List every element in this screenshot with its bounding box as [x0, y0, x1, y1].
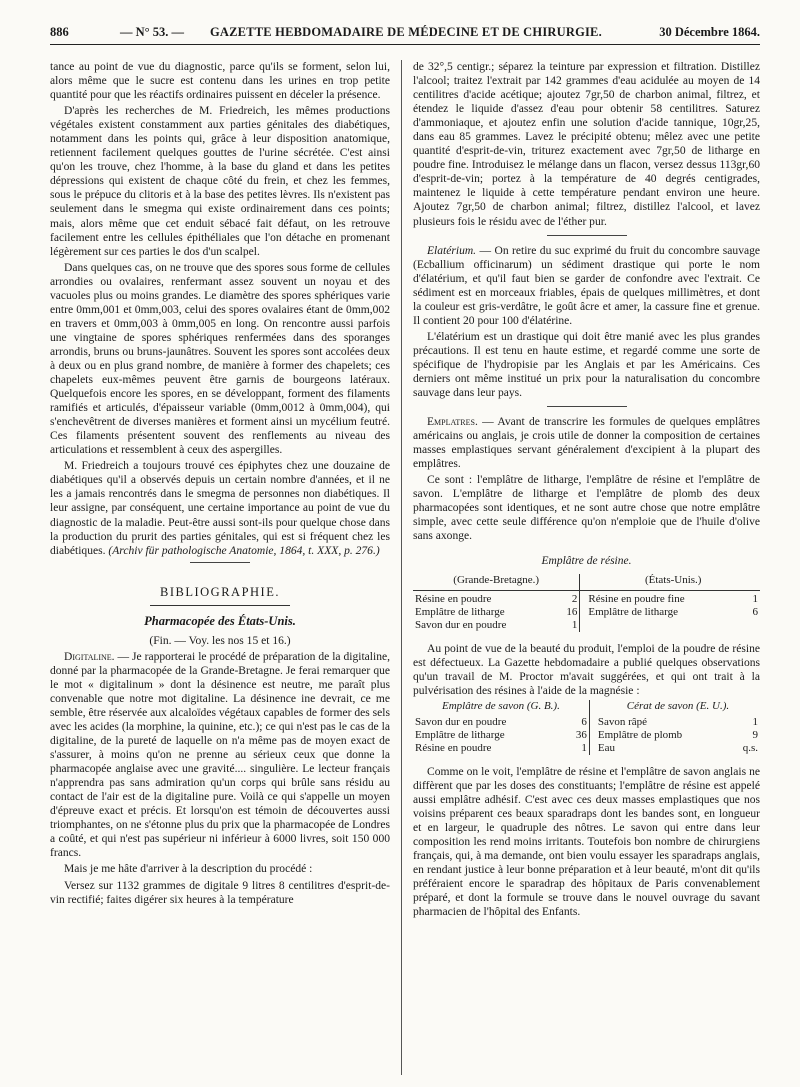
entry-text: — Avant de transcrire les formules de quelques emplâtres américains ou anglais, je crois utile de donner la composition de certaines masses emplastiques servant généralement d'excipient à la plupart des emplâtres. [413, 416, 760, 471]
table-head-left: Emplâtre de savon (G. B.). [442, 699, 560, 712]
entry-heading: Emplatres. [427, 416, 478, 429]
table-title: Emplâtre de résine. [541, 554, 632, 567]
journal-title: GAZETTE HEBDOMADAIRE DE MÉDECINE ET DE CHIRURGIE. [210, 25, 602, 39]
paragraph [50, 459, 390, 557]
citation: (Archiv für pathologische Anatomie, 1864, t. XXX, p. 276.) [108, 544, 380, 557]
left-column [50, 60, 390, 909]
ingredient-qty: q.s. [742, 741, 758, 754]
formula-table-savon [413, 700, 760, 755]
ingredient-qty: 2 [553, 590, 580, 606]
formula-table-resine [413, 574, 760, 632]
page-header [50, 22, 760, 45]
table-head-right: (États-Unis.) [644, 573, 702, 586]
paragraph-text: M. Friedreich a toujours trouvé ces épiphytes chez une douzaine de diabétiques qu'il a observés depuis un certain nombre d'années, et il ne les a jamais rencontrés dans le smegma de personnes non diabétiques. Il leur assigne, par conséquent, une certaine importance au point de vue du diagnostic de la maladie. Peut-être aussi sont-ils pour quelque chose dans la production du prurit des parties génitales, qui est si fréquent chez les diabétiques. [50, 460, 390, 557]
paragraph: tance au point de vue du diagnostic, parce qu'ils se forment, selon lui, alors même que le sucre est contenu dans les urines en trop petite quantité pour que les réactifs ordinaires puissent en déceler la présence. [50, 61, 390, 102]
entry-text: — Je rapporterai le procédé de préparation de la digitaline, donné par la pharmacopée de la Grande-Bretagne. Je ferai remarquer que le mot « digitalinum » dont la désinence est neutre, me paraît plus convenable que notre mot digitaline. La désinence ine devrait, ce me semble, être réservée aux alcaloïdes végétaux capables de former des sels avec les acides (la morphine, la quinine, etc.); ce qui n'est pas le cas de la digitaline, de la pureté de laquelle on n'a même pas de moyen exact de s'assurer, à moins qu'on ne prenne au sérieux ceux que donne la pharmacopée anglaise avec une gravité.... singulière. Le lecteur français n'apprendra pas sans admiration qu'un corps qui brûle sans résidu au contact de l'air est de la digitaline pure. Voilà ce qui s'appelle un moyen d'épreuve exact et précis. Et lorsqu'on est témoin de découvertes aussi triomphantes, on ne s'étonne plus du prix que la pharmacopée de Londres a coûté, et qui n'est pas supérieur ni inférieur à 6000 livres, soit 150 000 francs. [50, 650, 390, 860]
ingredient-name: Savon dur en poudre [415, 715, 507, 728]
paragraph [50, 650, 390, 861]
ingredient-qty: 1 [752, 715, 758, 728]
entry-heading: Elatérium. [427, 244, 477, 257]
separator [547, 406, 627, 407]
section-rule [150, 605, 290, 606]
paragraph: Versez sur 1132 grammes de digitale 9 litres 8 centilitres d'esprit-de-vin rectifié; faites digérer six heures à la température [50, 879, 390, 906]
ingredient-name: Eau [597, 741, 615, 754]
ingredient-name: Savon dur en poudre [415, 618, 507, 631]
column-divider [401, 60, 402, 1075]
ingredient-qty: 1 [581, 741, 587, 754]
entry-text: — On retire du suc exprimé du fruit du concombre sauvage (Ecballium officinarum) un sédiment drastique qui porte le nom d'élatérium, et qu'il faut bien se garder de confondre avec l'extrait. Ce sédiment est en morceaux friables, épais de quelques millimètres, et dont la couleur est gris-verdâtre, le goût âcre et amer, la cassure fine et grenue. Il contient 20 pour 100 d'élatérine. [413, 244, 760, 327]
ingredient-qty: 1 [734, 590, 760, 606]
paragraph: Comme on le voit, l'emplâtre de résine et l'emplâtre de savon anglais ne diffèrent que par les doses des constituants; l'emplâtre de résine est appelé aussi emplâtre adhésif. C'est avec ces deux masses emplastiques que nos voisins préparent ces beaux sparadraps dont les bandes sont, en longueur et en largeur, le quadruple des nôtres. Le savon qui entre dans leur composition les rend moins irritants. Toutefois bon nombre de chirurgiens français, qui, à ma demande, ont bien voulu essayer les sparadraps anglais, en rendant justice à leur bonne préparation et à leur beauté, m'ont dit qu'ils préféraient encore le sparadrap des hôpitaux de Paris convenablement préparé, et dont la formule se trouve dans le nouvel ouvrage du savant pharmacien de l'hôpital des Enfants. [413, 765, 760, 919]
paragraph: Mais je me hâte d'arriver à la description du procédé : [64, 863, 313, 876]
ingredient-qty: 36 [575, 728, 587, 741]
continuation-note: (Fin. — Voy. les nos 15 et 16.) [149, 634, 291, 647]
ingredient-qty: 6 [581, 715, 587, 728]
separator [190, 562, 250, 563]
issue-number: — N° 53. — [120, 25, 185, 39]
paragraph: Ce sont : l'emplâtre de litharge, l'emplâtre de résine et l'emplâtre de savon. L'emplâtre de litharge et l'emplâtre de plomb des deux pharmacopées sont identiques, et ne sont autre chose que notre emplâtre simple, avec cette seule différence qu'on n'emploie que de l'huile d'olive sans axonge. [413, 474, 760, 543]
table-head-right: Cérat de savon (E. U.). [626, 699, 730, 712]
paragraph [413, 415, 760, 471]
ingredient-name: Emplâtre de litharge [415, 605, 505, 618]
ingredient-name: Emplâtre de litharge [415, 728, 505, 741]
ingredient-qty: 16 [566, 605, 578, 618]
ingredient-qty: 6 [752, 605, 758, 618]
paragraph: de 32°,5 centigr.; séparez la teinture par expression et filtration. Distillez l'alcool; traitez l'extrait par 142 grammes d'eau acidulée au moyen de 14 centilitres d'acide acétique; ajoutez 7gr,50 de charbon animal, filtrez, et étendez le liquide d'assez d'eau pour obtenir 58 centilitres. Saturez d'ammoniaque, et ajoutez enfin une solution d'acide tannique, 10gr,25, dans eau 85 grammes. Lavez le précipité obtenu; mêlez avec une petite quantité d'esprit-de-vin, triturez exactement avec 7gr,50 de litharge en poudre fine. Introduisez le mélange dans un flacon, versez dessus 113gr,60 d'esprit-de-vin; portez à la température de 40 degrés centigrades, maintenez le liquide à cette température pendant environ une heure. Ajoutez 7gr,50 de charbon animal; filtrez, distillez l'alcool, et lavez plusieurs fois le résidu avec de l'éther pur. [413, 61, 760, 228]
page-number: 886 [50, 25, 69, 39]
ingredient-name: Résine en poudre [413, 590, 553, 606]
subsection-title: Pharmacopée des États-Unis. [144, 613, 296, 628]
ingredient-name: Savon râpé [597, 715, 648, 728]
issue-date: 30 Décembre 1864. [659, 25, 760, 39]
right-column [413, 60, 760, 921]
table-head-left: (Grande-Bretagne.) [453, 573, 540, 586]
ingredient-qty: 9 [752, 728, 758, 741]
paragraph: Au point de vue de la beauté du produit, l'emploi de la poudre de résine est défectueux. La Gazette hebdomadaire a publié quelques observations qu'un travail de M. Proctor m'avait suggérées, et qui ont trait à la pulvérisation des résines à l'aide de la magnésie : [413, 642, 760, 697]
ingredient-qty: 1 [571, 618, 578, 631]
entry-heading: Digitaline. [64, 650, 115, 663]
paragraph: Dans quelques cas, on ne trouve que des spores sous forme de cellules arrondies ou ovalaires, renfermant assez souvent un noyau et des vacuoles plus ou moins grandes. Le diamètre des spores sphériques varie entre 0mm,001 et 0mm,003, celui des spores ovalaires étant de 0mm,002 en travers et 0mm,003 à 0mm,005 en long. On rencontre aussi parfois une vingtaine de spores sphériques renfermées dans des sporanges arrondis, bruns ou bruns-jaunâtres. Souvent les spores sont accolées deux à deux ou en plus grand nombre, de manière à former des chapelets; ces chapelets eux-mêmes peuvent être garnis de bourgeons latéraux. Quelquefois encore les spores, en se développant, forment des filaments ramifiés et articulés, d'épaisseur variable (0mm,0012 à 0mm,004), qui s'enchevêtrent de diverses manières et forment ainsi un mycélium feutré. Ces filaments présentent souvent des renflements au niveau des articulations et ressemblent à ceux des aspergilles. [50, 261, 390, 457]
paragraph [413, 244, 760, 328]
paragraph: D'après les recherches de M. Friedreich, les mêmes productions végétales existent constamment aux parties génitales des diabétiques, notamment dans les points qui, grâce à leur disposition anatomique, retiennent facilement quelques gouttes de l'urine sécrétée. C'est ainsi qu'on les trouve, chez l'homme, à la base du gland et dans les petites dépressions qui existent de chaque côté du frein, et chez les femmes, sous le prépuce du clitoris et à la base des petites lèvres. Ils n'existent pas seulement dans le smegma qui existe ordinairement dans ces points; mais, alors même que cet enduit sébacé fait défaut, on les retrouve facilement entre les cellules épithéliales que l'on détache en promenant légèrement sur ces parties le dos d'un scalpel. [50, 105, 390, 258]
section-title: BIBLIOGRAPHIE. [160, 584, 280, 599]
separator [547, 235, 627, 236]
ingredient-name: Résine en poudre [415, 741, 492, 754]
ingredient-name: Emplâtre de plomb [597, 728, 683, 741]
ingredient-name: Emplâtre de litharge [588, 605, 679, 618]
ingredient-name: Résine en poudre fine [586, 590, 734, 606]
paragraph: L'élatérium est un drastique qui doit être manié avec les plus grandes précautions. Il est tenu en haute estime, et regardé comme une sorte de spécifique de l'hydropisie par les Anglais et par les Américains. Ces derniers ont même institué un prix pour la naturalisation du concombre sauvage dans leur pays. [413, 330, 760, 400]
